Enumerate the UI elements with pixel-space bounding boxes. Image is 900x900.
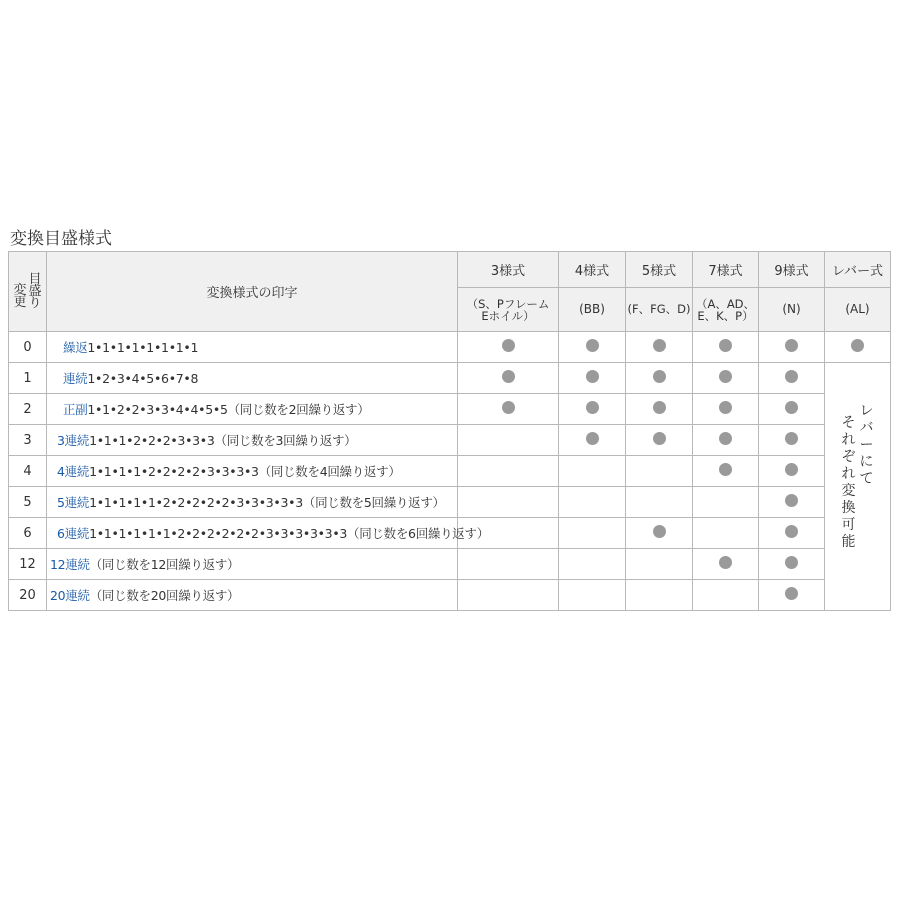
- style-2-cell: [626, 394, 693, 425]
- style-2-cell: [626, 580, 693, 611]
- style-7-header: 7様式: [693, 252, 759, 288]
- supported-dot-icon: [653, 525, 666, 538]
- format-sequence: 1•1•2•2•3•3•4•4•5•5（同じ数を2回繰り返す）: [87, 402, 370, 417]
- style-2-cell: [626, 518, 693, 549]
- lever-note-cell: [825, 363, 891, 611]
- lever-style-header: レバー式: [825, 252, 891, 288]
- style-0-cell: [458, 549, 559, 580]
- supported-dot-icon: [502, 339, 515, 352]
- style-3-cell: [693, 456, 759, 487]
- supported-dot-icon: [785, 556, 798, 569]
- row-number: 6: [9, 518, 47, 549]
- supported-dot-icon: [719, 463, 732, 476]
- print-format-cell: [47, 363, 458, 394]
- row-number: 0: [9, 332, 47, 363]
- lever-note-line-1: レ バ ー に て: [859, 402, 874, 487]
- style-4-header: 4様式: [559, 252, 626, 288]
- style-0-cell: [458, 363, 559, 394]
- style-1-cell: [559, 394, 626, 425]
- style-2-cell: [626, 332, 693, 363]
- print-format-cell: [47, 487, 458, 518]
- supported-dot-icon: [785, 432, 798, 445]
- table-row: [9, 363, 891, 394]
- format-keyword: 5連続: [57, 495, 90, 510]
- supported-dot-icon: [586, 370, 599, 383]
- style-1-cell: [559, 363, 626, 394]
- table-row: [9, 332, 891, 363]
- style-1-cell: [559, 456, 626, 487]
- lever-models: (AL): [825, 288, 891, 332]
- supported-dot-icon: [785, 401, 798, 414]
- table-row: [9, 549, 891, 580]
- print-format-cell: [47, 425, 458, 456]
- format-keyword: 12連続: [50, 557, 90, 572]
- format-sequence: （同じ数を20回繰り返す）: [89, 588, 240, 603]
- style-4-cell: [759, 549, 825, 580]
- style-2-cell: [626, 456, 693, 487]
- row-number: 12: [9, 549, 47, 580]
- style-0-cell: [458, 425, 559, 456]
- change-label: 変 更: [13, 282, 27, 310]
- style-9-header: 9様式: [759, 252, 825, 288]
- format-keyword: 6連続: [57, 526, 90, 541]
- supported-dot-icon: [653, 401, 666, 414]
- style-4-cell: [759, 425, 825, 456]
- supported-dot-icon: [502, 401, 515, 414]
- style-1-cell: [559, 425, 626, 456]
- style-5-cell: [825, 332, 891, 363]
- style-5-models: (F、FG、D): [626, 288, 693, 332]
- print-format-header: 変換様式の印字: [47, 252, 458, 332]
- format-keyword: 20連続: [50, 588, 90, 603]
- supported-dot-icon: [785, 587, 798, 600]
- style-3-cell: [693, 518, 759, 549]
- table-row: [9, 425, 891, 456]
- style-4-cell: [759, 456, 825, 487]
- style-0-cell: [458, 394, 559, 425]
- table-row: [9, 518, 891, 549]
- style-3-header: 3様式: [458, 252, 559, 288]
- style-0-cell: [458, 580, 559, 611]
- style-3-cell: [693, 487, 759, 518]
- style-0-cell: [458, 332, 559, 363]
- style-2-cell: [626, 549, 693, 580]
- style-1-cell: [559, 518, 626, 549]
- style-7-models: （A、AD、 E、K、P）: [693, 288, 759, 332]
- supported-dot-icon: [586, 339, 599, 352]
- style-4-cell: [759, 332, 825, 363]
- table-row: [9, 394, 891, 425]
- format-sequence: 1•1•1•1•1•1•1•1: [87, 340, 199, 355]
- supported-dot-icon: [851, 339, 864, 352]
- format-keyword: 連続: [63, 371, 88, 386]
- row-number: 3: [9, 425, 47, 456]
- print-format-cell: [47, 456, 458, 487]
- table-row: [9, 487, 891, 518]
- supported-dot-icon: [586, 401, 599, 414]
- style-4-cell: [759, 394, 825, 425]
- style-3-cell: [693, 363, 759, 394]
- supported-dot-icon: [653, 339, 666, 352]
- supported-dot-icon: [719, 401, 732, 414]
- supported-dot-icon: [653, 432, 666, 445]
- style-3-cell: [693, 425, 759, 456]
- print-format-cell: [47, 394, 458, 425]
- format-keyword: 3連続: [57, 433, 90, 448]
- print-format-cell: [47, 580, 458, 611]
- style-3-cell: [693, 332, 759, 363]
- style-3-cell: [693, 549, 759, 580]
- supported-dot-icon: [785, 463, 798, 476]
- format-sequence: 1•2•3•4•5•6•7•8: [87, 371, 199, 386]
- format-keyword: 繰返: [63, 340, 88, 355]
- style-2-cell: [626, 487, 693, 518]
- supported-dot-icon: [586, 432, 599, 445]
- format-sequence: 1•1•1•1•1•1•2•2•2•2•2•2•3•3•3•3•3•3（同じ数を6回繰り返す）: [89, 526, 489, 541]
- print-format-cell: [47, 549, 458, 580]
- supported-dot-icon: [785, 339, 798, 352]
- supported-dot-icon: [502, 370, 515, 383]
- style-9-models: (N): [759, 288, 825, 332]
- page-title: 変換目盛様式: [10, 229, 112, 249]
- scale-label: 目 盛 り: [28, 271, 42, 311]
- supported-dot-icon: [719, 339, 732, 352]
- style-4-cell: [759, 518, 825, 549]
- style-4-cell: [759, 363, 825, 394]
- style-0-cell: [458, 456, 559, 487]
- format-sequence: （同じ数を12回繰り返す）: [89, 557, 240, 572]
- style-4-cell: [759, 580, 825, 611]
- table-row: [9, 456, 891, 487]
- style-1-cell: [559, 487, 626, 518]
- style-1-cell: [559, 580, 626, 611]
- supported-dot-icon: [719, 370, 732, 383]
- format-keyword: 正副: [63, 402, 88, 417]
- supported-dot-icon: [719, 432, 732, 445]
- format-sequence: 1•1•1•1•2•2•2•2•3•3•3•3（同じ数を4回繰り返す）: [89, 464, 401, 479]
- style-3-models: （S、Pフレーム Eホイル）: [458, 288, 559, 332]
- row-number: 2: [9, 394, 47, 425]
- format-sequence: 1•1•1•2•2•2•3•3•3（同じ数を3回繰り返す）: [89, 433, 357, 448]
- style-4-models: (BB): [559, 288, 626, 332]
- row-number: 20: [9, 580, 47, 611]
- style-1-cell: [559, 332, 626, 363]
- table-row: [9, 580, 891, 611]
- style-3-cell: [693, 394, 759, 425]
- print-format-cell: [47, 332, 458, 363]
- change-scale-header: [9, 252, 47, 332]
- supported-dot-icon: [785, 525, 798, 538]
- style-2-cell: [626, 425, 693, 456]
- supported-dot-icon: [653, 370, 666, 383]
- style-5-header: 5様式: [626, 252, 693, 288]
- row-number: 1: [9, 363, 47, 394]
- conversion-scale-table: [8, 251, 891, 611]
- style-4-cell: [759, 487, 825, 518]
- format-keyword: 4連続: [57, 464, 90, 479]
- row-number: 4: [9, 456, 47, 487]
- style-1-cell: [559, 549, 626, 580]
- style-2-cell: [626, 363, 693, 394]
- format-sequence: 1•1•1•1•1•2•2•2•2•2•3•3•3•3•3（同じ数を5回繰り返す）: [89, 495, 445, 510]
- row-number: 5: [9, 487, 47, 518]
- style-3-cell: [693, 580, 759, 611]
- print-format-cell: [47, 518, 489, 549]
- style-0-cell: [458, 487, 559, 518]
- supported-dot-icon: [785, 494, 798, 507]
- supported-dot-icon: [719, 556, 732, 569]
- lever-note-line-2: そ れ ぞ れ 変 換 可 能: [841, 414, 856, 550]
- supported-dot-icon: [785, 370, 798, 383]
